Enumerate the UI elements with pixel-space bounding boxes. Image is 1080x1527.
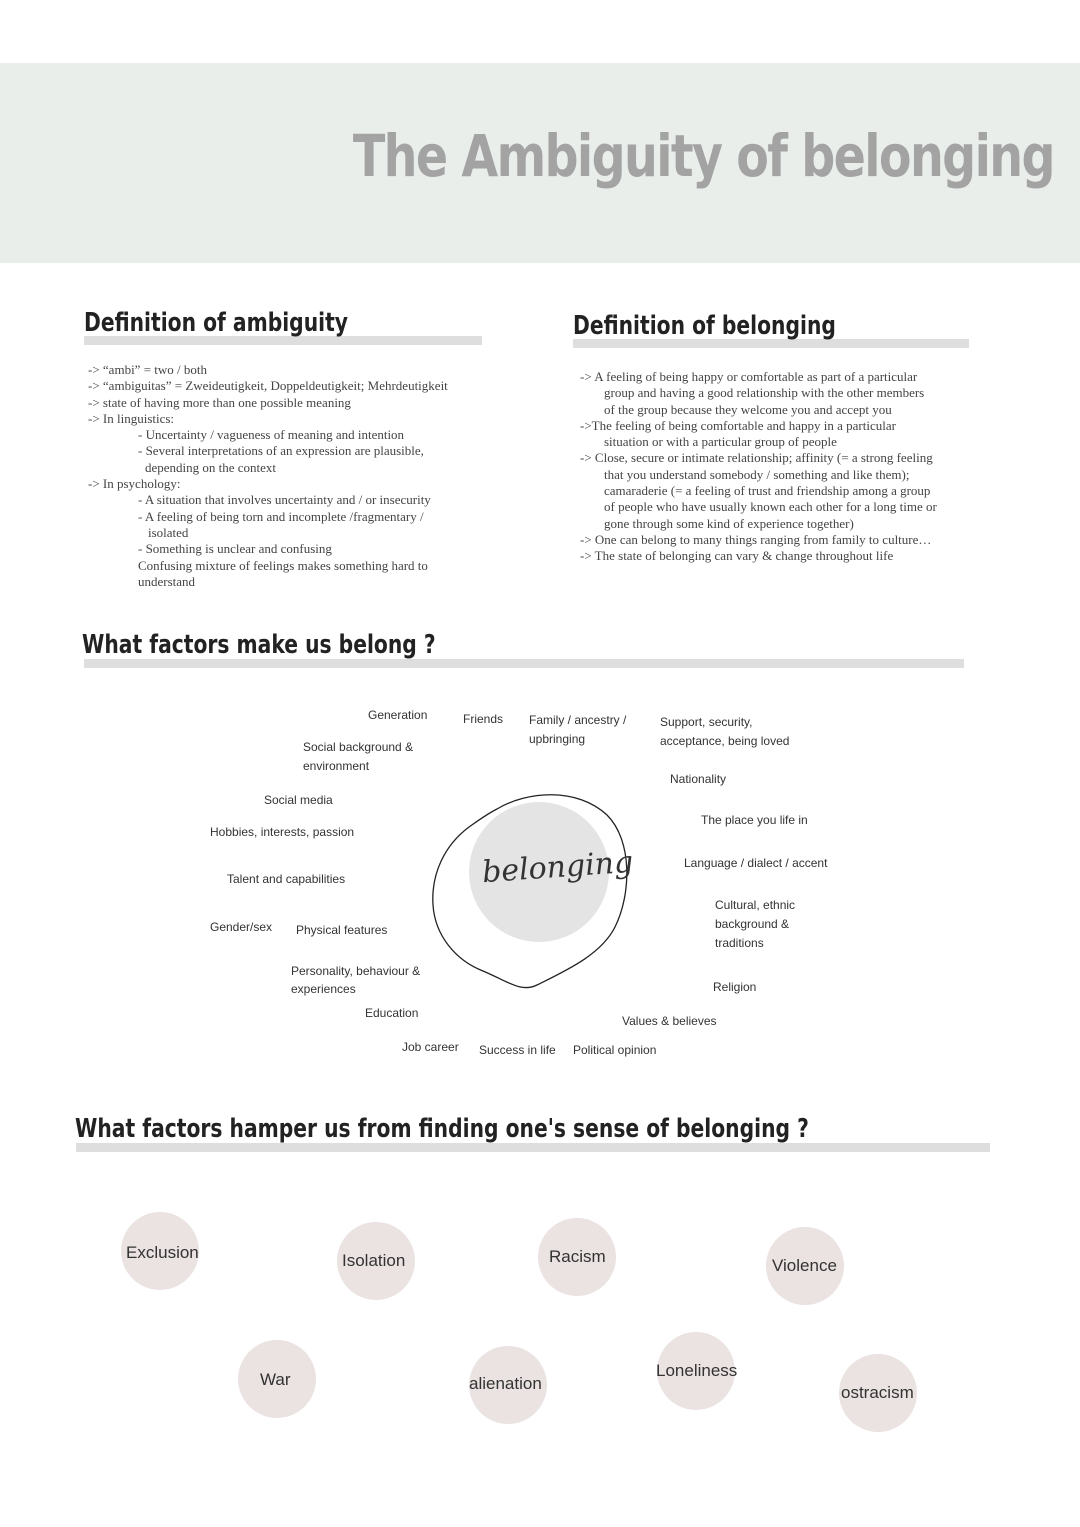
hamper-label-racism: Racism — [549, 1247, 606, 1266]
definition-line: - Something is unclear and confusing — [138, 541, 332, 557]
factor-label: background & — [715, 917, 790, 931]
factor-label: Religion — [713, 980, 757, 994]
hamper-label-isolation: Isolation — [342, 1251, 406, 1270]
factor-label: experiences — [291, 982, 356, 996]
factor-label: Cultural, ethnic — [715, 898, 796, 912]
definition-line: of people who have usually known each other for a long time or — [604, 499, 937, 515]
hamper-label-exclusion: Exclusion — [126, 1243, 199, 1262]
definition-line: -> In linguistics: — [88, 410, 175, 426]
definition-line: -> state of having more than one possible meaning — [88, 394, 351, 410]
factor-label: Job career — [402, 1040, 459, 1054]
definition-line: -> In psychology: — [88, 476, 181, 492]
factor-label: Family / ancestry / — [529, 713, 627, 727]
definition-line: -> One can belong to many things ranging from family to culture… — [580, 531, 932, 547]
definition-line: gone through some kind of experience together) — [604, 515, 854, 531]
factor-label: Political opinion — [573, 1043, 657, 1057]
factor-label: Gender/sex — [210, 920, 273, 934]
definition-line: -> Close, secure or intimate relationship; affinity (= a strong feeling — [580, 450, 933, 466]
factors-heading-underline — [84, 659, 964, 668]
belonging-heading: Definition of belonging — [573, 311, 836, 341]
definition-line: - Uncertainty / vagueness of meaning and intention — [138, 427, 405, 443]
factor-label: The place you life in — [701, 813, 808, 827]
center-label: belonging — [480, 844, 635, 891]
factor-label: Physical features — [296, 923, 388, 937]
factor-label: acceptance, being loved — [660, 734, 790, 748]
hamper-label-loneliness: Loneliness — [656, 1361, 738, 1380]
ambiguity-heading: Definition of ambiguity — [84, 308, 349, 338]
definition-line: -> “ambiguitas” = Zweideutigkeit, Doppeldeutigkeit; Mehrdeutigkeit — [88, 378, 448, 394]
hamper-label-alienation: alienation — [469, 1374, 542, 1393]
factor-label: Support, security, — [660, 715, 753, 729]
factor-label: upbringing — [529, 732, 586, 746]
definition-line: depending on the context — [145, 459, 277, 475]
definition-line: group and having a good relationship with the other members — [604, 385, 925, 401]
factor-label: Generation — [368, 708, 428, 722]
definition-line: that you understand somebody / something and like them); — [604, 466, 910, 482]
hamper-label-war: War — [260, 1370, 291, 1389]
page-title: The Ambiguity of belonging — [353, 122, 1054, 190]
factor-label: environment — [303, 759, 370, 773]
definition-line: isolated — [148, 524, 189, 540]
factor-label: Friends — [463, 712, 504, 726]
definition-line: camaraderie (= a feeling of trust and friendship among a group — [604, 483, 931, 499]
factor-label: Talent and capabilities — [227, 872, 346, 886]
definition-line: situation or with a particular group of people — [604, 434, 837, 450]
hamper-label-ostracism: ostracism — [841, 1383, 914, 1402]
factors-heading: What factors make us belong ? — [82, 630, 436, 660]
factor-label: Nationality — [670, 772, 727, 786]
factor-label: Social background & — [303, 740, 414, 754]
factor-label: traditions — [715, 936, 764, 950]
definition-line: understand — [138, 573, 196, 589]
definition-line: -> The state of belonging can vary & change throughout life — [580, 548, 894, 564]
definition-line: -> “ambi” = two / both — [88, 362, 207, 377]
belonging-center-graphic — [425, 785, 640, 995]
belonging-definition — [580, 369, 937, 565]
definition-line: - A situation that involves uncertainty and / or insecurity — [138, 492, 431, 508]
definition-line: ->The feeling of being comfortable and happy in a particular — [580, 417, 896, 433]
hamper-label-violence: Violence — [772, 1256, 837, 1275]
definition-line: -> A feeling of being happy or comfortable as part of a particular — [580, 369, 918, 384]
ambiguity-definition — [88, 362, 448, 590]
definition-line: - A feeling of being torn and incomplete /fragmentary / — [138, 508, 424, 524]
factor-label: Success in life — [479, 1043, 556, 1057]
definition-line: - Several interpretations of an expression are plausible, — [138, 443, 424, 459]
hamper-heading-underline — [76, 1143, 990, 1152]
factor-label: Personality, behaviour & — [291, 964, 421, 978]
definition-line: of the group because they welcome you and accept you — [604, 401, 892, 417]
factor-label: Education — [365, 1006, 419, 1020]
factor-label: Language / dialect / accent — [684, 856, 828, 870]
factor-label: Values & believes — [622, 1014, 717, 1028]
definition-line: Confusing mixture of feelings makes something hard to — [138, 557, 428, 573]
factor-label: Hobbies, interests, passion — [210, 825, 355, 839]
hamper-heading: What factors hamper us from finding one's sense of belonging ? — [75, 1114, 809, 1144]
factor-label: Social media — [264, 793, 333, 807]
